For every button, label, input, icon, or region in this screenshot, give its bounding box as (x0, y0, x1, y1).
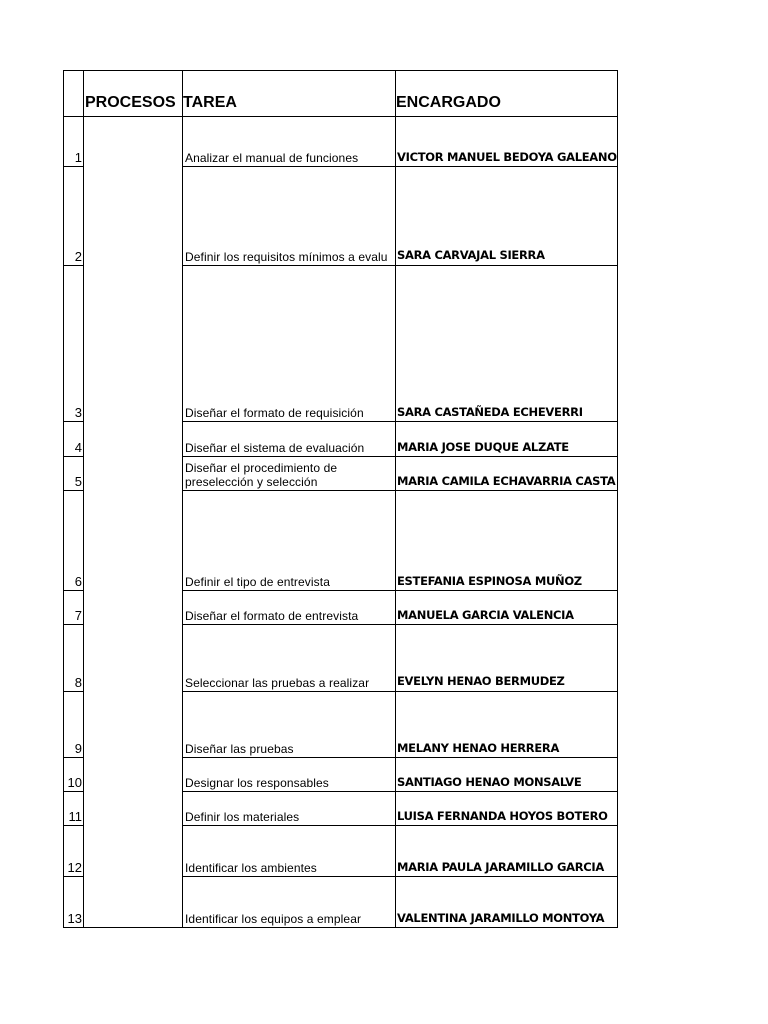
row-number[interactable]: 6 (64, 491, 84, 591)
procesos-cell[interactable] (84, 491, 183, 591)
row-number[interactable]: 11 (64, 792, 84, 826)
encargado-cell[interactable]: SANTIAGO HENAO MONSALVE (396, 758, 618, 792)
header-encargado[interactable]: ENCARGADO (396, 71, 618, 117)
procesos-cell[interactable] (84, 625, 183, 692)
procesos-cell[interactable] (84, 117, 183, 167)
encargado-cell[interactable]: MANUELA GARCIA VALENCIA (396, 591, 618, 625)
tarea-cell[interactable]: Diseñar el procedimiento de preselección y selección (183, 457, 396, 491)
table-row (64, 692, 618, 758)
table-row (64, 266, 618, 422)
row-number[interactable]: 4 (64, 422, 84, 457)
table-row (64, 591, 618, 625)
tarea-cell[interactable]: Definir los materiales (183, 792, 396, 826)
procesos-cell[interactable] (84, 826, 183, 877)
procesos-cell[interactable] (84, 758, 183, 792)
encargado-cell[interactable]: VALENTINA JARAMILLO MONTOYA (396, 877, 618, 928)
task-table (63, 70, 618, 928)
row-number[interactable]: 5 (64, 457, 84, 491)
tarea-cell[interactable]: Diseñar el formato de entrevista (183, 591, 396, 625)
table-row (64, 491, 618, 591)
row-number[interactable]: 12 (64, 826, 84, 877)
table-row (64, 625, 618, 692)
tarea-cell[interactable]: Diseñar el sistema de evaluación (183, 422, 396, 457)
table-row (64, 457, 618, 491)
table-row (64, 877, 618, 928)
tarea-cell[interactable]: Identificar los ambientes (183, 826, 396, 877)
encargado-cell[interactable]: MELANY HENAO HERRERA (396, 692, 618, 758)
tarea-cell[interactable]: Diseñar el formato de requisición (183, 266, 396, 422)
table-row (64, 758, 618, 792)
procesos-cell[interactable] (84, 792, 183, 826)
tarea-cell[interactable]: Definir los requisitos mínimos a evalu (183, 167, 396, 266)
row-number[interactable]: 7 (64, 591, 84, 625)
row-number[interactable]: 8 (64, 625, 84, 692)
header-num-cell[interactable] (64, 71, 84, 117)
encargado-cell[interactable]: VICTOR MANUEL BEDOYA GALEANO (396, 117, 618, 167)
procesos-cell[interactable] (84, 422, 183, 457)
tarea-cell[interactable]: Seleccionar las pruebas a realizar (183, 625, 396, 692)
table-row (64, 826, 618, 877)
tarea-cell[interactable]: Analizar el manual de funciones (183, 117, 396, 167)
row-number[interactable]: 9 (64, 692, 84, 758)
tarea-cell[interactable]: Diseñar las pruebas (183, 692, 396, 758)
tarea-cell[interactable]: Designar los responsables (183, 758, 396, 792)
header-procesos[interactable]: PROCESOS (84, 71, 183, 117)
encargado-cell[interactable]: MARIA JOSE DUQUE ALZATE (396, 422, 618, 457)
encargado-cell[interactable]: SARA CARVAJAL SIERRA (396, 167, 618, 266)
row-number[interactable]: 13 (64, 877, 84, 928)
encargado-cell[interactable]: MARIA CAMILA ECHAVARRIA CASTA (396, 457, 618, 491)
header-row (64, 71, 618, 117)
procesos-cell[interactable] (84, 877, 183, 928)
encargado-cell[interactable]: SARA CASTAÑEDA ECHEVERRI (396, 266, 618, 422)
header-tarea[interactable]: TAREA (183, 71, 396, 117)
tarea-cell[interactable]: Identificar los equipos a emplear (183, 877, 396, 928)
table-row (64, 167, 618, 266)
encargado-cell[interactable]: EVELYN HENAO BERMUDEZ (396, 625, 618, 692)
procesos-cell[interactable] (84, 266, 183, 422)
procesos-cell[interactable] (84, 692, 183, 758)
encargado-cell[interactable]: MARIA PAULA JARAMILLO GARCIA (396, 826, 618, 877)
row-number[interactable]: 1 (64, 117, 84, 167)
tarea-cell[interactable]: Definir el tipo de entrevista (183, 491, 396, 591)
encargado-cell[interactable]: ESTEFANIA ESPINOSA MUÑOZ (396, 491, 618, 591)
row-number[interactable]: 2 (64, 167, 84, 266)
procesos-cell[interactable] (84, 167, 183, 266)
table-row (64, 422, 618, 457)
procesos-cell[interactable] (84, 591, 183, 625)
table-row (64, 117, 618, 167)
row-number[interactable]: 3 (64, 266, 84, 422)
table-row (64, 792, 618, 826)
procesos-cell[interactable] (84, 457, 183, 491)
row-number[interactable]: 10 (64, 758, 84, 792)
encargado-cell[interactable]: LUISA FERNANDA HOYOS BOTERO (396, 792, 618, 826)
